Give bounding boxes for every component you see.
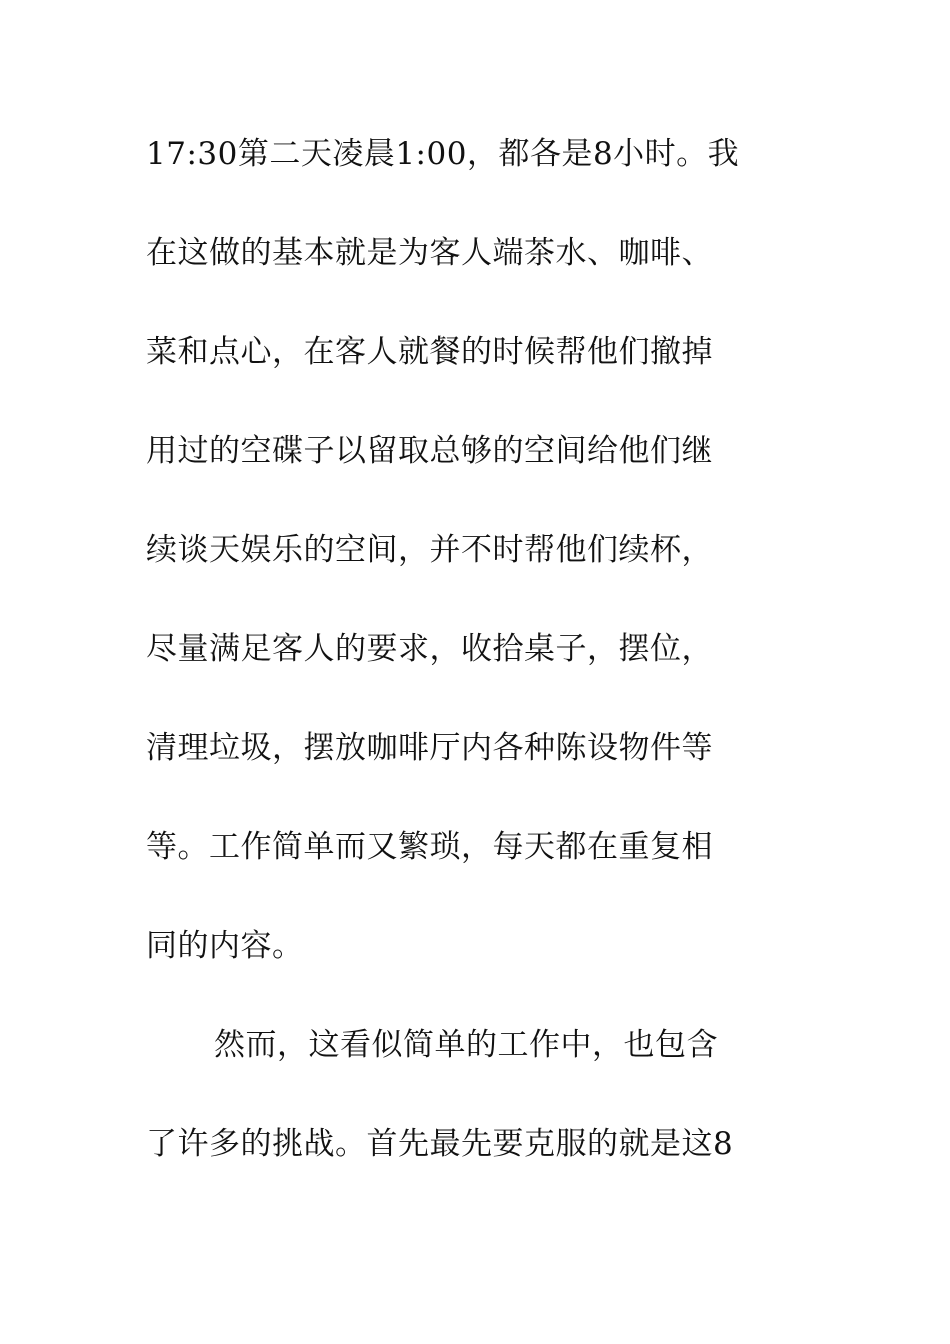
text-line: 在这做的基本就是为客人端茶水、咖啡、	[146, 235, 713, 271]
text-line: 等。工作简单而又繁琐，每天都在重复相	[146, 829, 713, 865]
text-line: 尽量满足客人的要求，收拾桌子，摆位，	[146, 631, 713, 667]
text-line: 用过的空碟子以留取总够的空间给他们继	[146, 433, 713, 469]
text-line: 同的内容。	[146, 928, 304, 964]
text-line: 17:30第二天凌晨1:00，都各是8小时。我	[146, 136, 740, 172]
text-line: 了许多的挑战。首先最先要克服的就是这8	[146, 1126, 734, 1162]
text-line: 清理垃圾，摆放咖啡厅内各种陈设物件等	[146, 730, 713, 766]
text-line: 菜和点心，在客人就餐的时候帮他们撤掉	[146, 334, 713, 370]
paragraph-start-line: 然而，这看似简单的工作中，也包含	[214, 1027, 718, 1063]
text-line: 续谈天娱乐的空间，并不时帮他们续杯，	[146, 532, 713, 568]
